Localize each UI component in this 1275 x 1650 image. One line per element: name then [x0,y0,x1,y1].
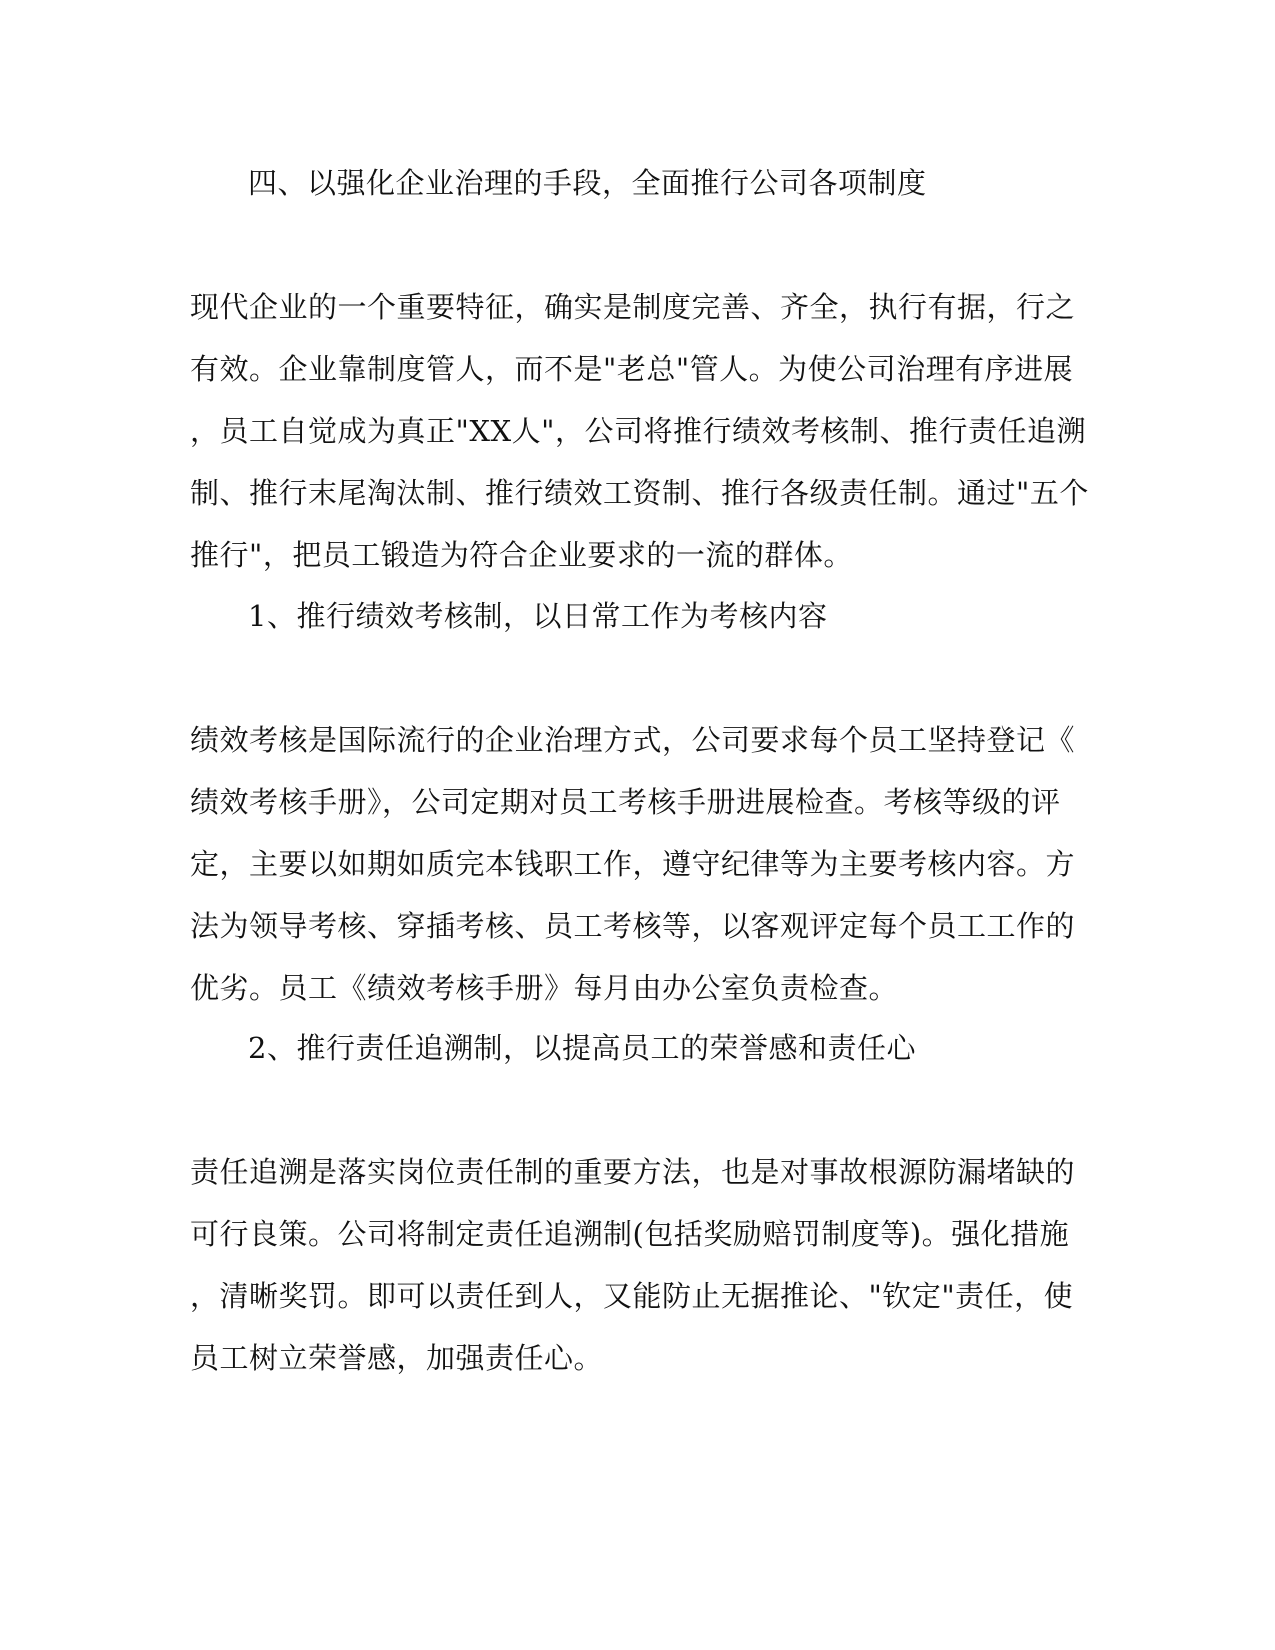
paragraph-line: 责任追溯是落实岗位责任制的重要方法，也是对事故根源防漏堵缺的 [190,1155,1076,1189]
paragraph-line: 绩效考核是国际流行的企业治理方式，公司要求每个员工坚持登记《 [190,723,1076,757]
paragraph-line: ，清晰奖罚。即可以责任到人，又能防止无据推论、"钦定"责任，使 [190,1279,1074,1313]
paragraph-line: 有效。企业靠制度管人，而不是"老总"管人。为使公司治理有序进展 [190,352,1074,386]
paragraph-line: 员工树立荣誉感，加强责任心。 [190,1341,604,1375]
paragraph-line: 优劣。员工《绩效考核手册》每月由办公室负责检查。 [190,971,899,1005]
paragraph-line: 推行"，把员工锻造为符合企业要求的一流的群体。 [190,538,853,572]
subheading-2: 2、推行责任追溯制，以提高员工的荣誉感和责任心 [248,1031,916,1065]
paragraph-line: 现代企业的一个重要特征，确实是制度完善、齐全，执行有据，行之 [190,290,1076,324]
paragraph-line: 法为领导考核、穿插考核、员工考核等，以客观评定每个员工工作的 [190,909,1076,943]
paragraph-line: 绩效考核手册》，公司定期对员工考核手册进展检查。考核等级的评 [190,785,1061,819]
paragraph-line: 定，主要以如期如质完本钱职工作，遵守纪律等为主要考核内容。方 [190,847,1076,881]
section-heading: 四、以强化企业治理的手段，全面推行公司各项制度 [248,166,927,200]
subheading-1: 1、推行绩效考核制，以日常工作为考核内容 [248,599,828,633]
paragraph-line: ，员工自觉成为真正"XX人"，公司将推行绩效考核制、推行责任追溯 [190,414,1086,448]
paragraph-line: 可行良策。公司将制定责任追溯制(包括奖励赔罚制度等)。强化措施 [190,1217,1070,1251]
paragraph-line: 制、推行末尾淘汰制、推行绩效工资制、推行各级责任制。通过"五个 [190,476,1089,510]
